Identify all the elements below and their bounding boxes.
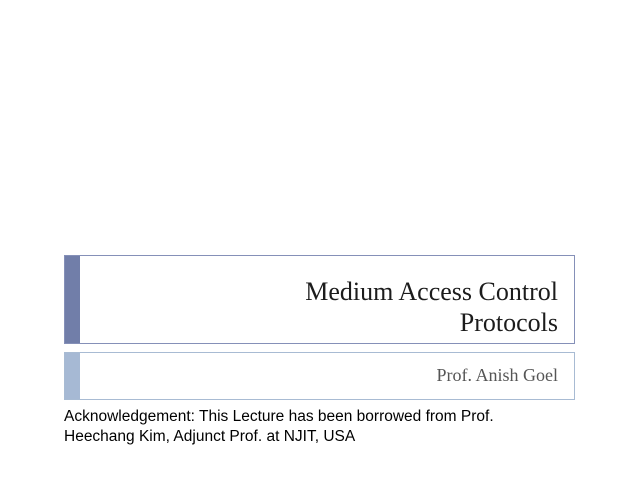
subtitle-placeholder xyxy=(64,352,575,400)
title-placeholder xyxy=(64,255,575,344)
slide-title xyxy=(138,276,558,338)
acknowledgement-line-2: Heechang Kim, Adjunct Prof. at NJIT, USA xyxy=(64,428,356,445)
slide-title-line-2: Protocols xyxy=(459,308,558,337)
slide-title-line-1: Medium Access Control xyxy=(305,277,558,306)
acknowledgement-line-1: Acknowledgement: This Lecture has been borrowed from Prof. xyxy=(64,408,494,425)
title-accent-bar xyxy=(65,256,80,343)
acknowledgement-text xyxy=(64,407,624,447)
subtitle-accent-bar xyxy=(65,353,80,399)
slide-subtitle: Prof. Anish Goel xyxy=(436,365,558,385)
